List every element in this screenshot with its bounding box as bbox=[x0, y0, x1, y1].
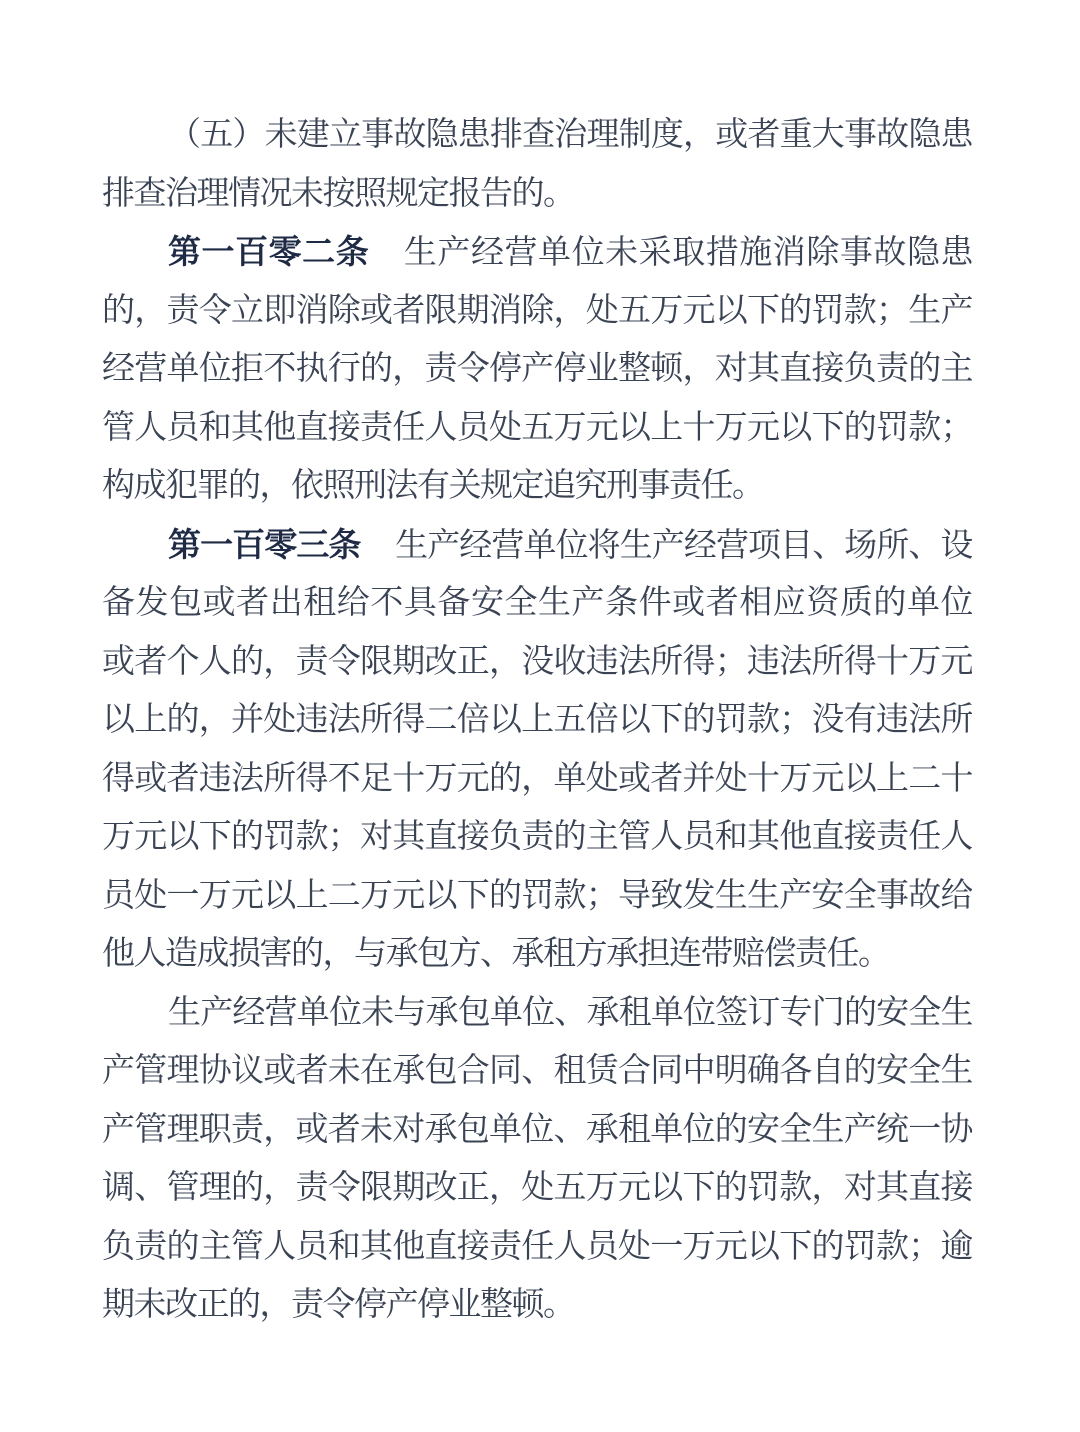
text-line bbox=[102, 808, 972, 867]
text-line bbox=[102, 925, 972, 984]
text-line bbox=[102, 282, 972, 341]
line-text: 万元以下的罚款；对其直接负责的主管人员和其他直接责任人 bbox=[102, 819, 972, 855]
line-text: 负责的主管人员和其他直接责任人员处一万元以下的罚款；逾 bbox=[102, 1228, 972, 1265]
line-text: 以上的，并处违法所得二倍以上五倍以下的罚款；没有违法所 bbox=[102, 702, 972, 738]
line-text: 产管理职责，或者未对承包单位、承租单位的安全生产统一协 bbox=[102, 1111, 972, 1148]
text-line bbox=[102, 691, 972, 750]
text-line bbox=[102, 399, 972, 458]
text-line bbox=[102, 1276, 972, 1335]
text-line bbox=[102, 633, 972, 692]
text-line bbox=[102, 1101, 972, 1160]
line-text: 生产经营单位未与承包单位、承租单位签订专门的安全生 bbox=[168, 994, 972, 1031]
line-text: 员处一万元以上二万元以下的罚款；导致发生生产安全事故给 bbox=[102, 877, 972, 914]
line-text: 生产经营单位未采取措施消除事故隐患 bbox=[403, 235, 972, 271]
text-line bbox=[102, 516, 972, 575]
line-text: 的，责令立即消除或者限期消除，处五万元以下的罚款；生产 bbox=[102, 292, 972, 329]
text-line bbox=[102, 223, 972, 282]
line-text: 或者个人的，责令限期改正，没收违法所得；违法所得十万元 bbox=[102, 643, 972, 680]
line-text: 调、管理的，责令限期改正，处五万元以下的罚款，对其直接 bbox=[102, 1170, 972, 1206]
article-number: 第一百零三条 bbox=[168, 525, 361, 563]
text-line bbox=[102, 106, 972, 165]
article-number: 第一百零二条 bbox=[168, 233, 370, 270]
line-text: 期未改正的，责令停产停业整顿。 bbox=[102, 1287, 575, 1323]
line-text: 生产经营单位将生产经营项目、场所、设 bbox=[395, 527, 972, 564]
text-line bbox=[102, 165, 972, 224]
line-text: （五）未建立事故隐患排查治理制度，或者重大事故隐患 bbox=[168, 117, 972, 153]
line-text: 得或者违法所得不足十万元的，单处或者并处十万元以上二十 bbox=[102, 760, 972, 797]
text-line bbox=[102, 1218, 972, 1277]
line-text: 他人造成损害的，与承包方、承租方承担连带赔偿责任。 bbox=[102, 936, 890, 972]
line-text: 备发包或者出租给不具备安全生产条件或者相应资质的单位 bbox=[102, 585, 972, 621]
text-line bbox=[102, 340, 972, 399]
text-line bbox=[102, 867, 972, 926]
line-text: 排查治理情况未按照规定报告的。 bbox=[102, 175, 575, 212]
text-line bbox=[102, 750, 972, 809]
text-line bbox=[102, 984, 972, 1043]
text-line bbox=[102, 1159, 972, 1218]
line-text: 产管理协议或者未在承包合同、租赁合同中明确各自的安全生 bbox=[102, 1053, 972, 1089]
document-body bbox=[102, 106, 972, 1335]
text-line bbox=[102, 574, 972, 633]
text-line bbox=[102, 1042, 972, 1101]
text-line bbox=[102, 457, 972, 516]
line-text: 构成犯罪的，依照刑法有关规定追究刑事责任。 bbox=[102, 468, 764, 504]
line-text: 管人员和其他直接责任人员处五万元以上十万元以下的罚款； bbox=[102, 409, 972, 446]
line-text: 经营单位拒不执行的，责令停产停业整顿，对其直接负责的主 bbox=[102, 351, 972, 387]
